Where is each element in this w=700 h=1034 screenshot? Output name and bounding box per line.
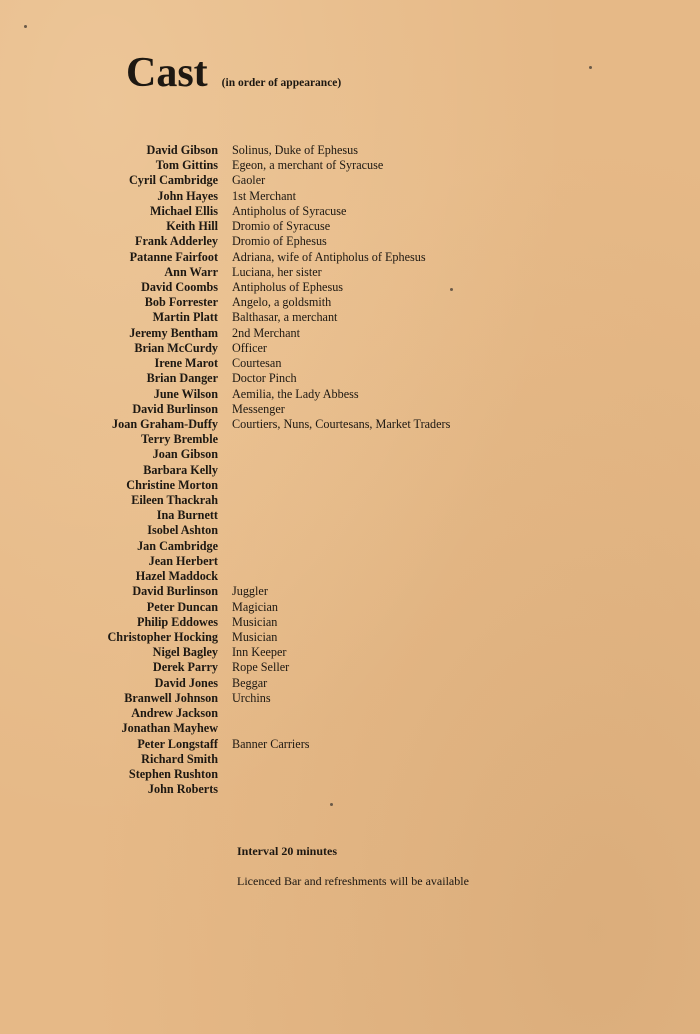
actor-name: Peter Longstaff: [137, 736, 218, 751]
role-name: [218, 463, 232, 478]
cast-row: [60, 600, 660, 615]
cast-row: [60, 173, 660, 188]
cast-row: [60, 706, 660, 721]
paper-speck: [24, 25, 27, 28]
cast-row: [60, 341, 660, 356]
role-name: Musician: [232, 630, 278, 644]
cast-row: [60, 584, 660, 599]
page-title: Cast: [126, 50, 208, 96]
actor-name: David Gibson: [146, 143, 218, 157]
role-name: [218, 721, 232, 736]
actor-name: Bob Forrester: [144, 295, 218, 310]
cast-row: [60, 280, 660, 295]
actor-name: Derek Parry: [152, 660, 218, 675]
role-name: Doctor Pinch: [232, 371, 297, 386]
cast-row: [60, 463, 660, 478]
cast-row: [60, 432, 660, 447]
actor-name: David Burlinson: [132, 401, 218, 416]
actor-name: June Wilson: [153, 386, 218, 401]
role-name: [218, 782, 232, 797]
actor-name: Jan Cambridge: [137, 538, 218, 553]
actor-name: Ina Burnett: [156, 508, 218, 523]
cast-row: [60, 721, 660, 736]
actor-name: John Hayes: [157, 188, 218, 203]
role-name: Angelo, a goldsmith: [232, 295, 332, 310]
role-name: [218, 432, 232, 447]
actor-name: Eileen Thackrah: [131, 493, 218, 508]
cast-row: [60, 356, 660, 371]
actor-name: Keith Hill: [166, 219, 218, 234]
role-name: Adriana, wife of Antipholus of Ephesus: [232, 249, 426, 264]
cast-list: [60, 143, 660, 797]
actor-name: Christopher Hocking: [107, 630, 218, 644]
actor-name: Andrew Jackson: [131, 706, 218, 721]
actor-name: Martin Platt: [152, 310, 218, 325]
actor-name: Branwell Johnson: [124, 690, 218, 705]
role-name: Rope Seller: [232, 660, 290, 675]
actor-name: David Burlinson: [132, 584, 218, 599]
cast-row: [60, 402, 660, 417]
cast-row: [60, 569, 660, 584]
cast-row: [60, 189, 660, 204]
role-name: Dromio of Syracuse: [232, 219, 331, 234]
role-name: 2nd Merchant: [232, 325, 301, 340]
cast-row: [60, 371, 660, 386]
role-name: Banner Carriers: [232, 736, 310, 751]
cast-row: [60, 645, 660, 660]
role-name: [218, 523, 232, 538]
bar-note: Licenced Bar and refreshments will be available: [237, 874, 469, 888]
role-name: Courtesan: [232, 356, 282, 371]
actor-name: Terry Bremble: [141, 432, 218, 447]
role-name: 1st Merchant: [232, 188, 296, 203]
role-name: Officer: [232, 340, 267, 355]
role-name: Urchins: [232, 690, 271, 705]
actor-name: David Coombs: [141, 279, 218, 294]
role-name: [218, 767, 232, 782]
cast-row: [60, 660, 660, 675]
cast-row: [60, 265, 660, 280]
role-name: [218, 508, 232, 523]
actor-name: Irene Marot: [154, 356, 218, 371]
cast-row: [60, 310, 660, 325]
actor-name: Christine Morton: [126, 477, 218, 492]
cast-row: [60, 387, 660, 402]
actor-name: Jonathan Mayhew: [121, 721, 218, 736]
cast-row: [60, 250, 660, 265]
actor-name: Cyril Cambridge: [128, 173, 218, 188]
paper-speck: [330, 803, 333, 806]
actor-name: Ann Warr: [164, 264, 218, 279]
role-name: Solinus, Duke of Ephesus: [232, 143, 358, 157]
role-name: Beggar: [232, 675, 268, 690]
role-name: Magician: [232, 599, 279, 614]
actor-name: Nigel Bagley: [152, 645, 218, 660]
actor-name: Philip Eddowes: [137, 614, 218, 629]
cast-row: [60, 508, 660, 523]
cast-row: [60, 676, 660, 691]
actor-name: Peter Duncan: [146, 599, 218, 614]
role-name: [218, 493, 232, 508]
role-name: Luciana, her sister: [232, 264, 322, 279]
cast-row: [60, 417, 660, 432]
actor-name: Brian Danger: [146, 371, 218, 386]
actor-name: Brian McCurdy: [134, 340, 218, 355]
role-name: [218, 569, 232, 584]
cast-row: [60, 295, 660, 310]
cast-row: [60, 219, 660, 234]
actor-name: Tom Gittins: [155, 158, 218, 173]
paper-speck: [450, 288, 453, 291]
role-name: Dromio of Ephesus: [232, 234, 327, 249]
page-subtitle: (in order of appearance): [221, 77, 342, 89]
role-name: Aemilia, the Lady Abbess: [232, 386, 359, 401]
cast-row: [60, 143, 660, 158]
title-row: [126, 52, 341, 94]
role-name: Gaoler: [232, 173, 266, 188]
actor-name: Frank Adderley: [135, 234, 218, 249]
role-name: Balthasar, a merchant: [232, 310, 338, 325]
role-name: [218, 706, 232, 721]
actor-name: Isobel Ashton: [147, 523, 218, 538]
role-name: Juggler: [232, 584, 268, 599]
role-name: [218, 554, 232, 569]
cast-row: [60, 158, 660, 173]
cast-row: [60, 615, 660, 630]
role-name: [218, 447, 232, 462]
role-name: Musician: [232, 614, 278, 629]
actor-name: Barbara Kelly: [143, 462, 218, 477]
cast-row: [60, 554, 660, 569]
role-name: Egeon, a merchant of Syracuse: [232, 158, 384, 173]
actor-name: Patanne Fairfoot: [129, 249, 218, 264]
actor-name: Joan Gibson: [152, 447, 218, 462]
cast-row: [60, 539, 660, 554]
actor-name: Joan Graham-Duffy: [112, 416, 218, 431]
interval-note: Interval 20 minutes: [237, 844, 337, 858]
cast-row: [60, 478, 660, 493]
role-name: Courtiers, Nuns, Courtesans, Market Traders: [232, 416, 451, 431]
role-name: [218, 478, 232, 493]
cast-row: [60, 782, 660, 797]
cast-row: [60, 737, 660, 752]
cast-row: [60, 767, 660, 782]
cast-row: [60, 493, 660, 508]
paper-speck: [589, 66, 592, 69]
cast-row: [60, 234, 660, 249]
actor-name: Jeremy Bentham: [129, 325, 218, 340]
role-name: Antipholus of Ephesus: [232, 279, 344, 294]
role-name: Antipholus of Syracuse: [232, 203, 347, 218]
cast-row: [60, 326, 660, 341]
cast-row: [60, 523, 660, 538]
actor-name: Hazel Maddock: [135, 569, 218, 584]
cast-row: [60, 691, 660, 706]
cast-row: [60, 630, 660, 645]
actor-name: Stephen Rushton: [128, 766, 218, 781]
role-name: Messenger: [232, 401, 285, 416]
actor-name: David Jones: [154, 675, 218, 690]
role-name: Inn Keeper: [232, 645, 287, 660]
role-name: [218, 539, 232, 554]
actor-name: Jean Herbert: [148, 553, 218, 568]
actor-name: Michael Ellis: [149, 203, 218, 218]
role-name: [218, 752, 232, 767]
cast-row: [60, 752, 660, 767]
cast-row: [60, 447, 660, 462]
actor-name: Richard Smith: [141, 751, 218, 766]
actor-name: John Roberts: [147, 782, 218, 797]
cast-row: [60, 204, 660, 219]
